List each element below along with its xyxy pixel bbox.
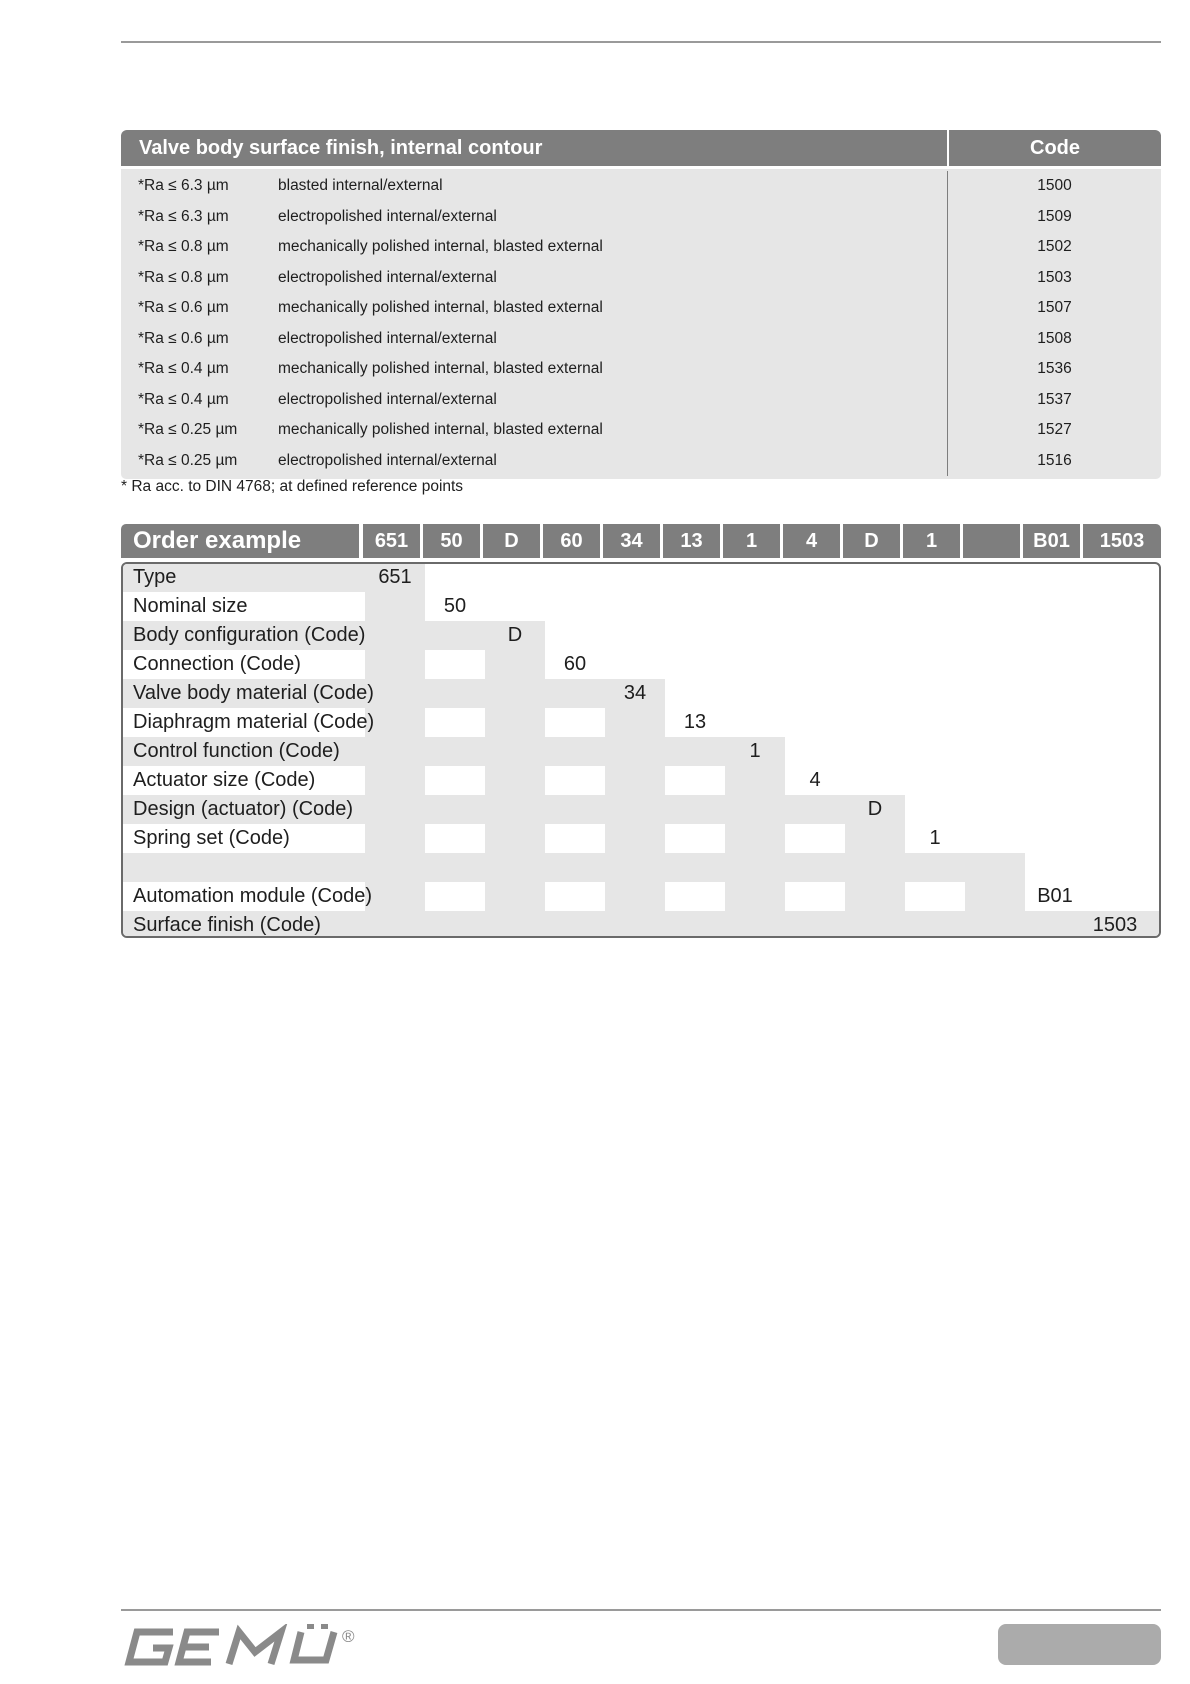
finish-code: 1503 bbox=[947, 263, 1161, 294]
ra-value: *Ra ≤ 0.6 µm bbox=[138, 299, 229, 316]
order-row bbox=[123, 592, 1161, 621]
finish-code: 1507 bbox=[947, 293, 1161, 324]
order-code-header: 1 bbox=[903, 524, 960, 558]
surface-finish-row bbox=[121, 202, 1161, 233]
order-row-label: Nominal size bbox=[133, 595, 248, 617]
header-description: Valve body surface finish, internal contour bbox=[139, 137, 543, 159]
order-row-label: Body configuration (Code) bbox=[133, 624, 366, 646]
ra-value: *Ra ≤ 0.25 µm bbox=[138, 421, 238, 438]
ra-value: *Ra ≤ 0.4 µm bbox=[138, 390, 229, 408]
finish-code: 1527 bbox=[947, 415, 1161, 446]
order-code-header: 4 bbox=[783, 524, 840, 558]
finish-description: mechanically polished internal, blasted external bbox=[278, 360, 603, 377]
order-row bbox=[123, 650, 1161, 679]
finish-code: 1500 bbox=[947, 171, 1161, 202]
ra-value: *Ra ≤ 0.8 µm bbox=[138, 238, 229, 255]
ra-value: *Ra ≤ 0.4 µm bbox=[138, 360, 229, 377]
order-row-label: Diaphragm material (Code) bbox=[133, 711, 375, 733]
order-example-body bbox=[121, 562, 1161, 938]
order-row bbox=[123, 563, 1161, 592]
order-row-value: 651 bbox=[378, 566, 412, 588]
finish-description: mechanically polished internal, blasted external bbox=[278, 299, 603, 316]
order-code-header bbox=[963, 524, 1020, 558]
surface-finish-row bbox=[121, 446, 1161, 477]
order-example-header bbox=[121, 524, 1161, 558]
order-row-label: Control function (Code) bbox=[133, 740, 340, 762]
surface-finish-row bbox=[121, 293, 1161, 324]
finish-description: electropolished internal/external bbox=[278, 329, 497, 347]
ra-value: *Ra ≤ 6.3 µm bbox=[138, 177, 229, 194]
order-row-label: Surface finish (Code) bbox=[133, 914, 321, 936]
order-row-label: Type bbox=[133, 566, 177, 588]
finish-description: electropolished internal/external bbox=[278, 451, 497, 469]
footnote: * Ra acc. to DIN 4768; at defined reference points bbox=[121, 478, 464, 495]
order-code-header: 13 bbox=[663, 524, 720, 558]
order-code-header: 1 bbox=[723, 524, 780, 558]
finish-code: 1509 bbox=[947, 202, 1161, 233]
order-row-value bbox=[965, 853, 1025, 882]
order-row bbox=[123, 737, 1161, 766]
bottom-rule bbox=[121, 1609, 1161, 1611]
order-code-header: 34 bbox=[603, 524, 660, 558]
surface-finish-row bbox=[121, 354, 1161, 385]
order-row bbox=[123, 824, 1161, 853]
order-row-label: Spring set (Code) bbox=[133, 827, 290, 849]
finish-code: 1508 bbox=[947, 324, 1161, 355]
finish-description: electropolished internal/external bbox=[278, 390, 497, 408]
surface-finish-header bbox=[121, 130, 1161, 166]
order-code-header: 1503 bbox=[1083, 524, 1161, 558]
order-row-label: Automation module (Code) bbox=[133, 885, 373, 907]
order-row-value: 34 bbox=[623, 682, 647, 704]
top-rule bbox=[121, 41, 1161, 43]
order-code-header: 60 bbox=[543, 524, 600, 558]
order-code-header: B01 bbox=[1023, 524, 1080, 558]
order-row-value: 4 bbox=[809, 769, 821, 791]
order-row-value: 50 bbox=[443, 595, 467, 617]
order-row-label: Design (actuator) (Code) bbox=[133, 798, 354, 820]
order-row bbox=[123, 621, 1161, 650]
order-row-value: 60 bbox=[563, 653, 587, 675]
ra-value: *Ra ≤ 6.3 µm bbox=[138, 207, 229, 225]
ra-value: *Ra ≤ 0.8 µm bbox=[138, 268, 229, 286]
order-row bbox=[123, 708, 1161, 737]
finish-code: 1516 bbox=[947, 446, 1161, 477]
finish-description: electropolished internal/external bbox=[278, 207, 497, 225]
gemu-logo-mark bbox=[129, 1624, 334, 1664]
order-code-header: D bbox=[483, 524, 540, 558]
order-row-value: D bbox=[507, 624, 523, 646]
finish-code: 1537 bbox=[947, 385, 1161, 416]
order-example-table bbox=[121, 524, 1161, 938]
surface-finish-row bbox=[121, 324, 1161, 355]
order-row-value: 1 bbox=[749, 740, 761, 762]
finish-code: 1502 bbox=[947, 232, 1161, 263]
order-row bbox=[123, 795, 1161, 824]
order-code-header: 651 bbox=[363, 524, 420, 558]
order-row-label: Actuator size (Code) bbox=[133, 769, 316, 791]
surface-finish-body bbox=[121, 169, 1161, 479]
finish-description: blasted internal/external bbox=[278, 177, 443, 194]
surface-finish-row bbox=[121, 171, 1161, 202]
order-row-value: B01 bbox=[1037, 885, 1073, 907]
order-row-value: 1 bbox=[929, 827, 941, 849]
ra-value: *Ra ≤ 0.25 µm bbox=[138, 451, 238, 469]
surface-finish-row bbox=[121, 385, 1161, 416]
order-row-value: D bbox=[867, 798, 883, 820]
order-example-title: Order example bbox=[121, 524, 359, 558]
surface-finish-row bbox=[121, 415, 1161, 446]
finish-description: mechanically polished internal, blasted external bbox=[278, 421, 603, 438]
surface-finish-table bbox=[121, 130, 1161, 479]
order-row bbox=[123, 766, 1161, 795]
surface-finish-row bbox=[121, 263, 1161, 294]
order-row-label: Connection (Code) bbox=[133, 653, 301, 675]
registered-mark: ® bbox=[342, 1627, 355, 1646]
order-code-header: D bbox=[843, 524, 900, 558]
order-code-header: 50 bbox=[423, 524, 480, 558]
order-row bbox=[123, 911, 1161, 938]
order-row-label: Valve body material (Code) bbox=[133, 682, 374, 704]
order-row-value: 13 bbox=[683, 711, 707, 733]
finish-description: mechanically polished internal, blasted external bbox=[278, 238, 603, 255]
finish-code: 1536 bbox=[947, 354, 1161, 385]
order-row-value: 1503 bbox=[1092, 914, 1138, 936]
surface-finish-row bbox=[121, 232, 1161, 263]
order-row bbox=[123, 882, 1161, 911]
gemu-logo bbox=[121, 1624, 366, 1668]
header-code: Code bbox=[947, 130, 1161, 166]
logo-text: GEMÜ bbox=[121, 1624, 124, 1625]
ra-value: *Ra ≤ 0.6 µm bbox=[138, 329, 229, 347]
finish-description: electropolished internal/external bbox=[278, 268, 497, 286]
page-number-box bbox=[998, 1624, 1161, 1665]
